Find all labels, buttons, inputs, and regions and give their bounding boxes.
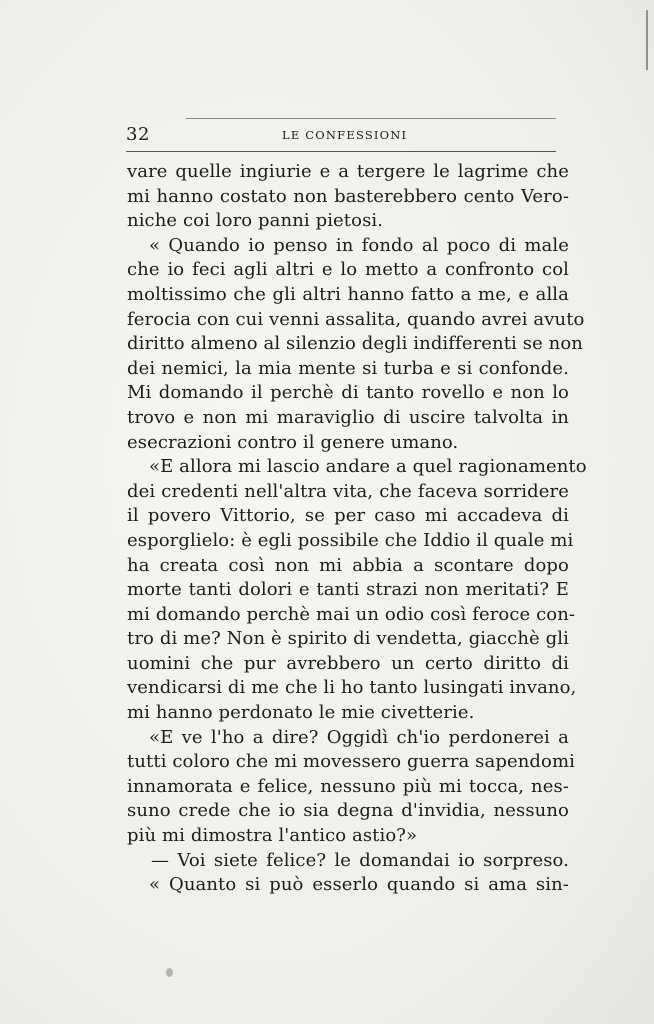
page-header <box>126 118 556 158</box>
text-line: « Quanto si può esserlo quando si ama sin- <box>149 874 569 896</box>
text-line: vare quelle ingiurie e a tergere le lagrime che <box>127 161 569 182</box>
text-line: vendicarsi di me che li ho tanto lusingati invano, <box>127 677 577 699</box>
text-line: mi domando perchè mai un odio così feroce con- <box>127 603 576 625</box>
text-line: che io feci agli altri e lo metto a confronto col <box>127 259 569 281</box>
page-number: 32 <box>126 124 150 145</box>
text-line: «E ve l'ho a dire? Oggidì ch'io perdonerei a <box>149 726 569 748</box>
text-line: Mi domando il perchè di tanto rovello e non lo <box>127 382 569 404</box>
text-line: diritto almeno al silenzio degli indifferenti se non <box>127 333 583 355</box>
text-line: moltissimo che gli altri hanno fatto a me, e alla <box>127 283 569 305</box>
text-line: « Quando io penso in fondo al poco di male <box>149 234 569 256</box>
text-line: «E allora mi lascio andare a quel ragionamento <box>149 456 587 478</box>
header-top-rule <box>186 118 556 119</box>
body-text <box>127 160 587 898</box>
text-line: niche coi loro panni pietosi. <box>127 210 384 232</box>
header-bottom-rule <box>126 151 556 152</box>
text-line: ha creata così non mi abbia a scontare dopo <box>127 554 569 576</box>
text-line: mi hanno perdonato le mie civetterie. <box>127 702 475 724</box>
text-line: uomini che pur avrebbero un certo diritto di <box>127 652 569 674</box>
text-line: innamorata e felice, nessuno più mi tocca, nes- <box>127 775 569 797</box>
page-edge-mark <box>646 10 648 70</box>
text-line: dei credenti nell'altra vita, che faceva sorridere <box>127 480 569 502</box>
text-line: dei nemici, la mia mente si turba e si confonde. <box>127 357 569 379</box>
text-line: — Voi siete felice? le domandai io sorpreso. <box>151 849 569 871</box>
text-line: suno crede che io sia degna d'invidia, nessuno <box>127 800 569 822</box>
text-line: ferocia con cui venni assalita, quando avrei avuto <box>127 308 585 330</box>
paper-speck <box>166 968 173 977</box>
text-line: esecrazioni contro il genere umano. <box>127 431 459 453</box>
text-line: trovo e non mi maraviglio di uscire talvolta in <box>127 406 569 428</box>
text-line: più mi dimostra l'antico astio?» <box>127 825 418 847</box>
text-line: tro di me? Non è spirito di vendetta, giacchè gli <box>127 628 569 650</box>
text-line: mi hanno costato non basterebbero cento Vero- <box>127 185 569 207</box>
text-line: tutti coloro che mi movessero guerra sapendomi <box>127 751 576 773</box>
text-line: morte tanti dolori e tanti strazi non meritati? E <box>127 579 569 601</box>
text-line: esporglielo: è egli possibile che Iddio il quale mi <box>127 529 574 551</box>
running-title: LE CONFESSIONI <box>282 128 408 142</box>
text-line: il povero Vittorio, se per caso mi accadeva di <box>127 505 569 527</box>
